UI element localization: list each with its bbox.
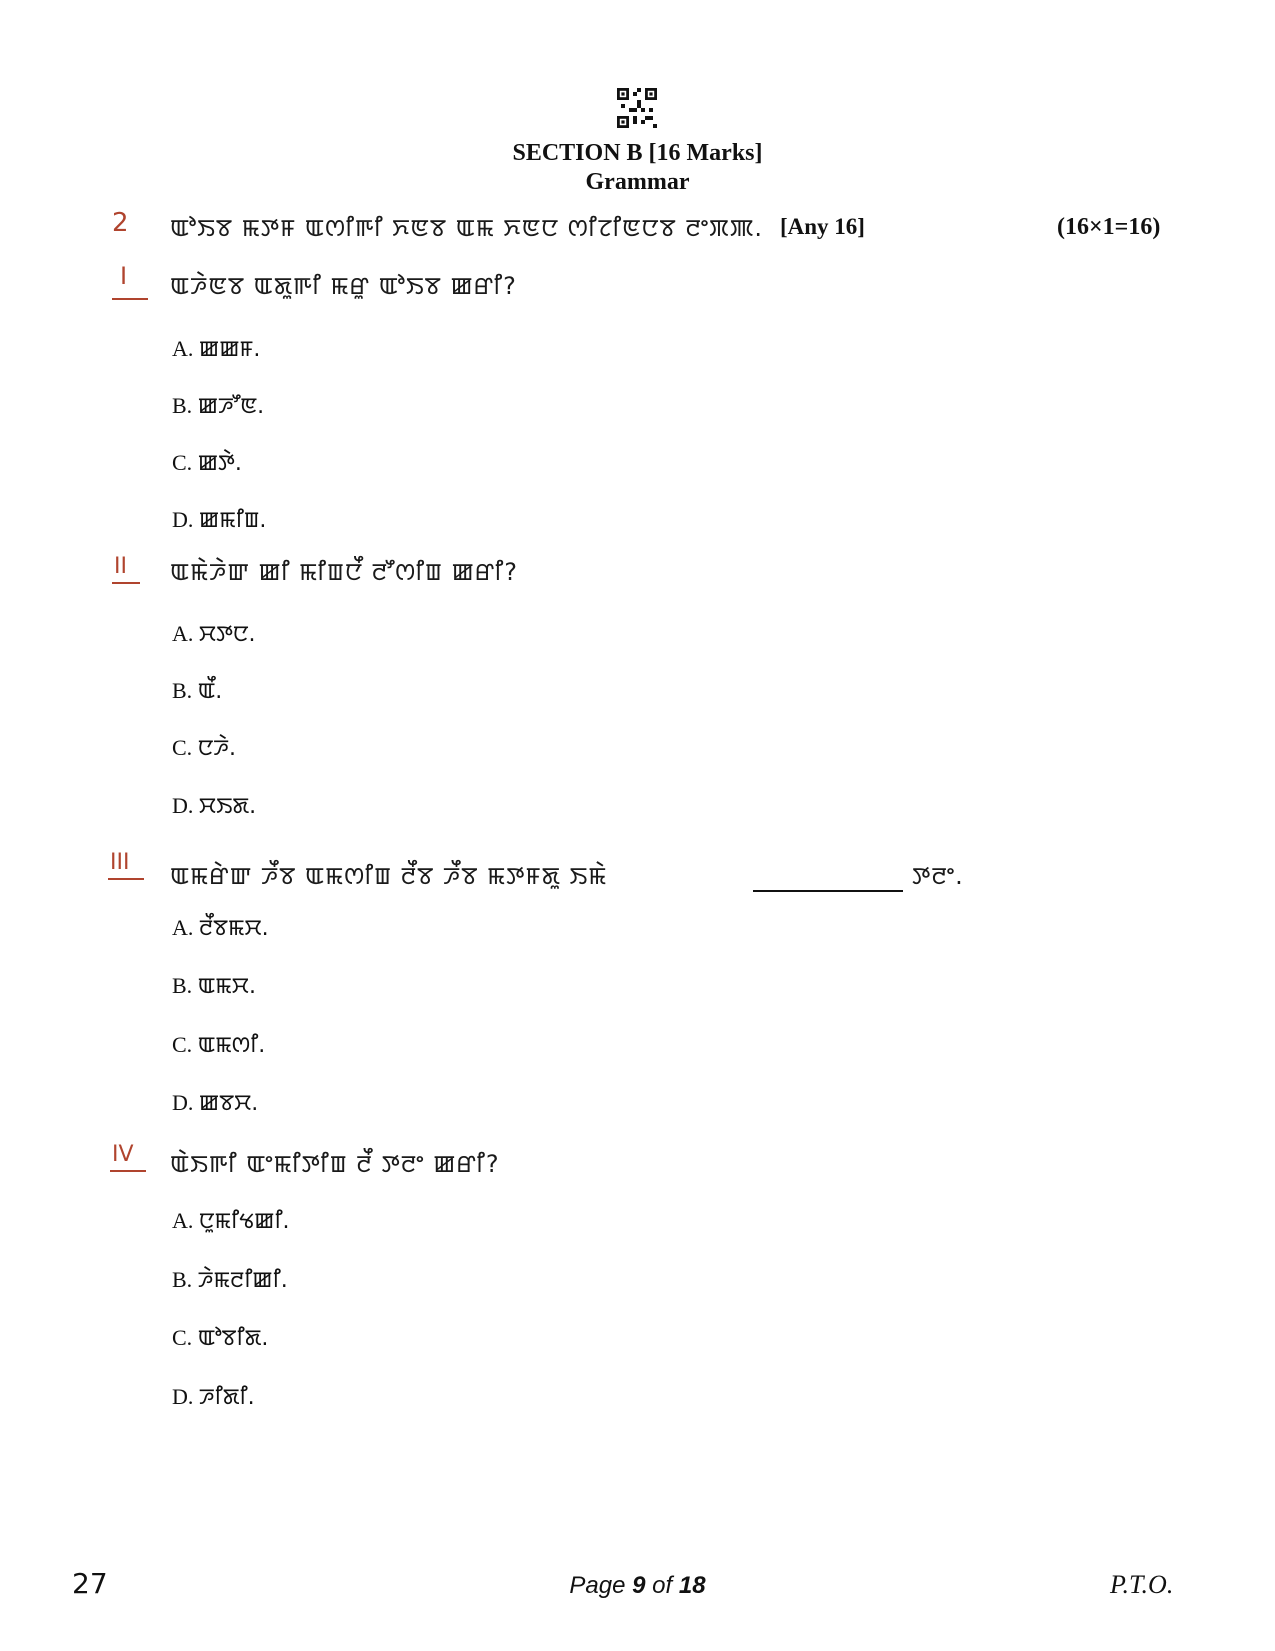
option-item bbox=[172, 912, 269, 943]
option-label: B. bbox=[172, 1267, 193, 1292]
subquestion-number: I bbox=[120, 262, 128, 290]
number-underline bbox=[112, 298, 148, 300]
page-total: 18 bbox=[678, 1572, 706, 1599]
option-text: ꯑꯣꯕꯤꯗ. bbox=[197, 1326, 269, 1351]
option-label: B. bbox=[172, 973, 193, 998]
option-item bbox=[172, 675, 222, 706]
paper-code: 27 bbox=[72, 1567, 108, 1600]
option-text: ꯀꯀꯝ. bbox=[198, 337, 261, 362]
option-item bbox=[172, 504, 266, 535]
section-title: SECTION B [16 Marks] bbox=[512, 140, 763, 166]
option-item bbox=[172, 390, 264, 421]
option-label: B. bbox=[172, 393, 193, 418]
option-label: A. bbox=[172, 621, 194, 646]
option-item bbox=[172, 447, 242, 478]
page-of: of bbox=[645, 1572, 679, 1599]
option-text: ꯀꯍꯧꯟ. bbox=[197, 394, 265, 419]
option-text: ꯆꯇꯅ. bbox=[198, 622, 256, 647]
option-text: ꯅꯨꯃꯤꯠꯀꯤ. bbox=[198, 1209, 290, 1234]
subquestion-number: IV bbox=[112, 1142, 134, 1167]
option-item bbox=[172, 790, 256, 821]
option-label: D. bbox=[172, 1090, 194, 1115]
option-label: D. bbox=[172, 1384, 194, 1409]
option-item bbox=[172, 1381, 255, 1412]
pto-label: P.T.O. bbox=[1110, 1570, 1174, 1599]
option-item bbox=[172, 970, 256, 1001]
option-item bbox=[172, 1087, 258, 1118]
qr-code bbox=[617, 88, 657, 128]
option-text: ꯍꯥꯃꯂꯤꯀꯤ. bbox=[197, 1268, 288, 1293]
option-label: C. bbox=[172, 735, 193, 760]
subquestion-number: II bbox=[114, 554, 127, 579]
option-text: ꯅꯍꯥ. bbox=[197, 736, 237, 761]
option-label: C. bbox=[172, 1032, 193, 1057]
option-item bbox=[172, 1029, 265, 1060]
answer-blank bbox=[753, 890, 903, 892]
option-label: B. bbox=[172, 678, 193, 703]
number-underline bbox=[112, 582, 140, 584]
option-text: ꯑꯃꯁꯤ. bbox=[197, 1033, 266, 1058]
option-label: C. bbox=[172, 450, 193, 475]
subquestion-text: ꯑꯍꯥꯟꯕ ꯑꯗꯨꯒꯤ ꯃꯔꯨ ꯑꯣꯏꯕ ꯀꯔꯤ? bbox=[170, 272, 517, 300]
option-item bbox=[172, 333, 260, 364]
page-current: 9 bbox=[632, 1572, 646, 1599]
section-subtitle: Grammar bbox=[585, 169, 690, 195]
option-label: D. bbox=[172, 793, 194, 818]
question-number: 2 bbox=[112, 208, 129, 238]
option-item bbox=[172, 1264, 288, 1295]
page-prefix: Page bbox=[569, 1572, 633, 1599]
option-text: ꯀꯃꯤꯡ. bbox=[198, 508, 267, 533]
option-text: ꯆꯏꯗ. bbox=[198, 794, 257, 819]
option-label: A. bbox=[172, 1208, 194, 1233]
subquestion-text: ꯑꯥꯏꯒꯤ ꯑꯦꯃꯤꯇꯤꯡ ꯂꯩ ꯇꯂꯦ ꯀꯔꯤ? bbox=[170, 1150, 500, 1178]
option-label: A. bbox=[172, 336, 194, 361]
question-marks: (16×1=16) bbox=[1057, 214, 1161, 240]
option-item bbox=[172, 618, 256, 649]
option-item bbox=[172, 1322, 268, 1353]
question-instruction: ꯑꯣꯏꯕ ꯃꯇꯝ ꯑꯁꯤꯒꯤ ꯈꯟꯕ ꯑꯃ ꯈꯟꯅ ꯁꯤꯖꯤꯟꯅꯕ ꯂꯦꯞꯄ. bbox=[170, 214, 764, 242]
subquestion-text: ꯑꯃꯔꯥꯛ ꯍꯩꯕ ꯑꯃꯁꯤꯡ ꯂꯩꯕ ꯍꯩꯕ ꯃꯇꯝꯗꯨ ꯏꯃꯥ bbox=[170, 862, 608, 890]
option-label: A. bbox=[172, 915, 194, 940]
subquestion-number: III bbox=[110, 850, 130, 875]
subquestion-text: ꯑꯃꯥꯍꯥꯛ ꯀꯤ ꯃꯤꯡꯅꯩ ꯂꯧꯁꯤꯡ ꯀꯔꯤ? bbox=[170, 558, 518, 586]
option-text: ꯀꯕꯆ. bbox=[198, 1091, 259, 1116]
question-any-note: [Any 16] bbox=[780, 214, 865, 239]
option-label: D. bbox=[172, 507, 194, 532]
number-underline bbox=[110, 1170, 146, 1172]
option-text: ꯑꯃꯆ. bbox=[197, 974, 256, 999]
subquestion-text-end: ꯇꯂꯦ. bbox=[912, 862, 964, 890]
page-indicator bbox=[0, 1572, 1275, 1600]
option-text: ꯀꯇꯥ. bbox=[197, 451, 242, 476]
option-label: C. bbox=[172, 1325, 193, 1350]
option-text: ꯍꯤꯗꯤ. bbox=[198, 1385, 255, 1410]
option-item bbox=[172, 732, 236, 763]
option-text: ꯑꯩ. bbox=[197, 679, 223, 704]
option-text: ꯂꯩꯕꯃꯆ. bbox=[198, 916, 269, 941]
number-underline bbox=[108, 878, 144, 880]
option-item bbox=[172, 1205, 290, 1236]
